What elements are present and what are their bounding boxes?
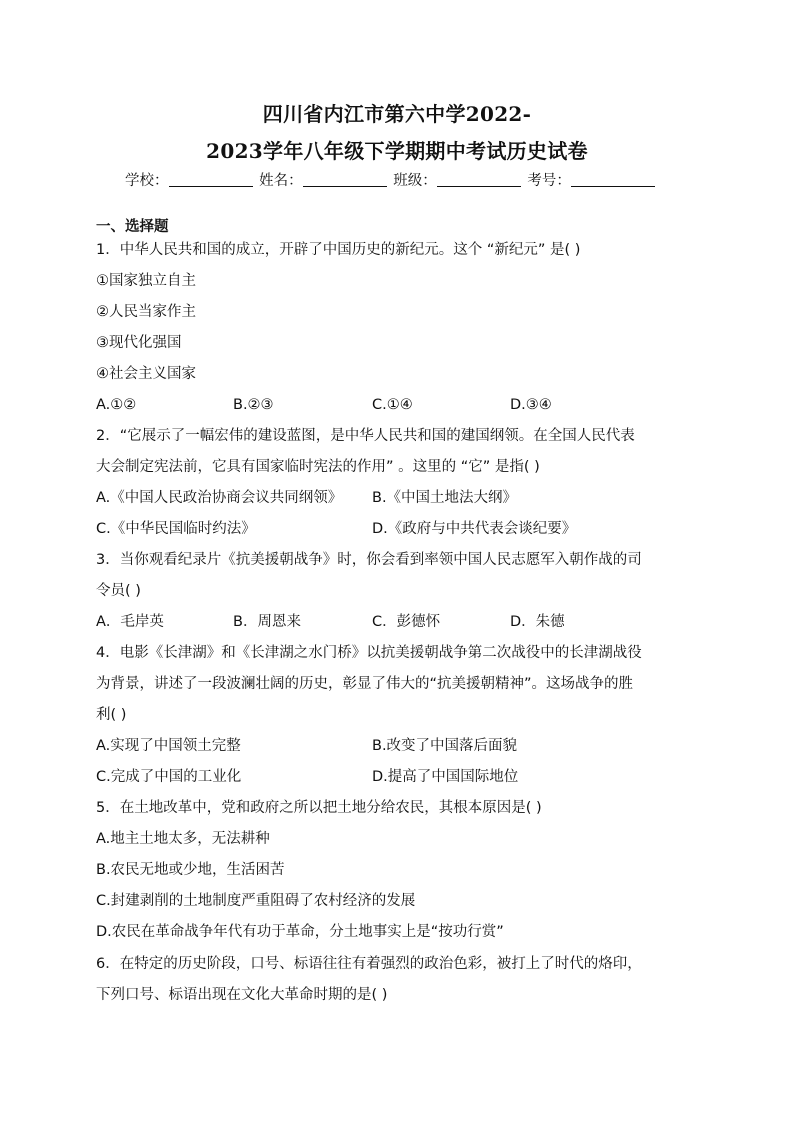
q1-stem: 1．中华人民共和国的成立，开辟了中国历史的新纪元。这个 “新纪元” 是( ) [96, 242, 581, 258]
q5-option-b[interactable]: B.农民无地或少地，生活困苦 [96, 862, 285, 878]
name-label: 姓名： [259, 173, 303, 189]
q1-item-4: ④社会主义国家 [96, 366, 196, 382]
section-heading: 一、选择题 [96, 219, 169, 235]
q3-option-d[interactable]: D．朱德 [510, 614, 565, 630]
q1-item-3: ③现代化强国 [96, 335, 182, 351]
q1-option-d[interactable]: D.③④ [510, 397, 552, 413]
q4-stem-line2: 为背景，讲述了一段波澜壮阔的历史，彰显了伟大的“抗美援朝精神”。这场战争的胜 [96, 676, 634, 692]
q4-stem-line1: 4．电影《长津湖》和《长津湖之水门桥》以抗美援朝战争第二次战役中的长津湖战役 [96, 645, 642, 661]
exam-title-line2: 2023学年八年级下学期期中考试历史试卷 [206, 139, 588, 163]
q5-option-d[interactable]: D.农民在革命战争年代有功于革命，分土地事实上是“按功行赏” [96, 924, 504, 940]
class-label: 班级： [393, 173, 437, 189]
q1-option-a[interactable]: A.①② [96, 397, 137, 413]
school-label: 学校： [125, 173, 169, 189]
school-blank[interactable] [169, 172, 253, 187]
class-blank[interactable] [437, 172, 521, 187]
q5-stem: 5．在土地改革中，党和政府之所以把土地分给农民，其根本原因是( ) [96, 800, 542, 816]
q5-option-c[interactable]: C.封建剥削的土地制度严重阻碍了农村经济的发展 [96, 893, 416, 909]
q2-option-a[interactable]: A.《中国人民政治协商会议共同纲领》 [96, 490, 343, 506]
q4-option-d[interactable]: D.提高了中国国际地位 [372, 769, 519, 785]
number-label: 考号： [527, 173, 571, 189]
q1-option-c[interactable]: C.①④ [372, 397, 413, 413]
name-blank[interactable] [303, 172, 387, 187]
q4-option-c[interactable]: C.完成了中国的工业化 [96, 769, 242, 785]
q3-option-b[interactable]: B．周恩来 [233, 614, 301, 630]
q3-option-a[interactable]: A．毛岸英 [96, 614, 164, 630]
q2-option-b[interactable]: B.《中国土地法大纲》 [372, 490, 518, 506]
q6-stem-line1: 6．在特定的历史阶段，口号、标语往往有着强烈的政治色彩，被打上了时代的烙印， [96, 956, 642, 972]
q2-option-c[interactable]: C.《中华民国临时约法》 [96, 521, 256, 537]
q1-item-1: ①国家独立自主 [96, 273, 196, 289]
q4-stem-line3: 利( ) [96, 707, 127, 723]
q2-stem-line1: 2．“它展示了一幅宏伟的建设蓝图，是中华人民共和国的建国纲领。在全国人民代表 [96, 428, 635, 444]
q5-option-a[interactable]: A.地主土地太多，无法耕种 [96, 831, 270, 847]
q4-option-b[interactable]: B.改变了中国落后面貌 [372, 738, 518, 754]
q2-option-d[interactable]: D.《政府与中共代表会谈纪要》 [372, 521, 577, 537]
q3-stem-line1: 3．当你观看纪录片《抗美援朝战争》时，你会看到率领中国人民志愿军入朝作战的司 [96, 552, 642, 568]
q1-item-2: ②人民当家作主 [96, 304, 196, 320]
q1-option-b[interactable]: B.②③ [233, 397, 274, 413]
q4-option-a[interactable]: A.实现了中国领土完整 [96, 738, 241, 754]
q3-stem-line2: 令员( ) [96, 583, 141, 599]
student-info-row [125, 172, 685, 190]
q6-stem-line2: 下列口号、标语出现在文化大革命时期的是( ) [96, 987, 388, 1003]
q2-stem-line2: 大会制定宪法前，它具有国家临时宪法的作用” 。这里的 “它” 是指( ) [96, 459, 540, 475]
number-blank[interactable] [571, 172, 655, 187]
exam-title-line1: 四川省内江市第六中学2022- [262, 102, 532, 126]
q3-option-c[interactable]: C．彭德怀 [372, 614, 441, 630]
